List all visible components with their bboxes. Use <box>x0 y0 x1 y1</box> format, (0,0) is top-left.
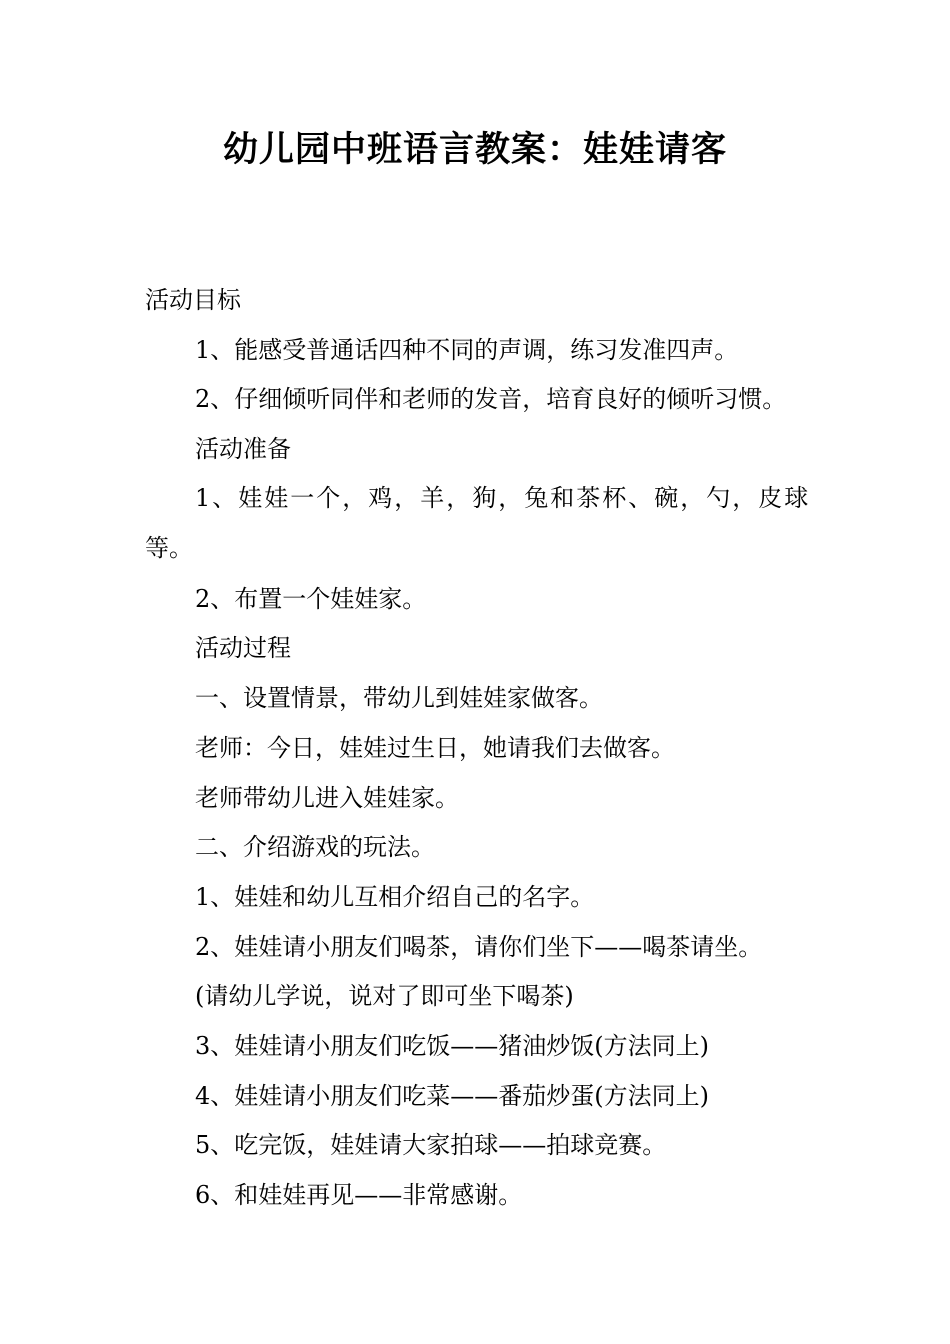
play-item-6: 6、和娃娃再见——非常感谢。 <box>195 1181 523 1209</box>
play-item-5: 5、吃完饭，娃娃请大家拍球——拍球竞赛。 <box>195 1131 667 1159</box>
goal-item-2: 2、仔细倾听同伴和老师的发音，培育良好的倾听习惯。 <box>195 385 787 413</box>
play-item-1: 1、娃娃和幼儿互相介绍自己的名字。 <box>195 883 595 911</box>
document-title: 幼儿园中班语言教案：娃娃请客 <box>222 130 727 170</box>
prep-heading: 活动准备 <box>195 435 291 463</box>
prep-item-1-line-2: 等。 <box>145 534 193 562</box>
teacher-line: 老师：今日，娃娃过生日，她请我们去做客。 <box>195 734 675 762</box>
goals-heading: 活动目标 <box>145 286 241 314</box>
play-item-3: 3、娃娃请小朋友们吃饭——猪油炒饭(方法同上) <box>195 1032 709 1060</box>
step-two: 二、介绍游戏的玩法。 <box>195 833 435 861</box>
prep-item-1-line-1: 1、娃娃一个，鸡，羊，狗，兔和茶杯、碗，勺，皮球 <box>195 484 811 512</box>
play-item-2-note: (请幼儿学说，说对了即可坐下喝茶) <box>195 982 574 1010</box>
step-one: 一、设置情景，带幼儿到娃娃家做客。 <box>195 684 603 712</box>
goal-item-1: 1、能感受普通话四种不同的声调，练习发准四声。 <box>195 336 739 364</box>
teacher-action: 老师带幼儿进入娃娃家。 <box>195 784 459 812</box>
play-item-2: 2、娃娃请小朋友们喝茶，请你们坐下——喝茶请坐。 <box>195 933 763 961</box>
play-item-4: 4、娃娃请小朋友们吃菜——番茄炒蛋(方法同上) <box>195 1082 709 1110</box>
process-heading: 活动过程 <box>195 634 291 662</box>
prep-item-2: 2、布置一个娃娃家。 <box>195 585 427 613</box>
